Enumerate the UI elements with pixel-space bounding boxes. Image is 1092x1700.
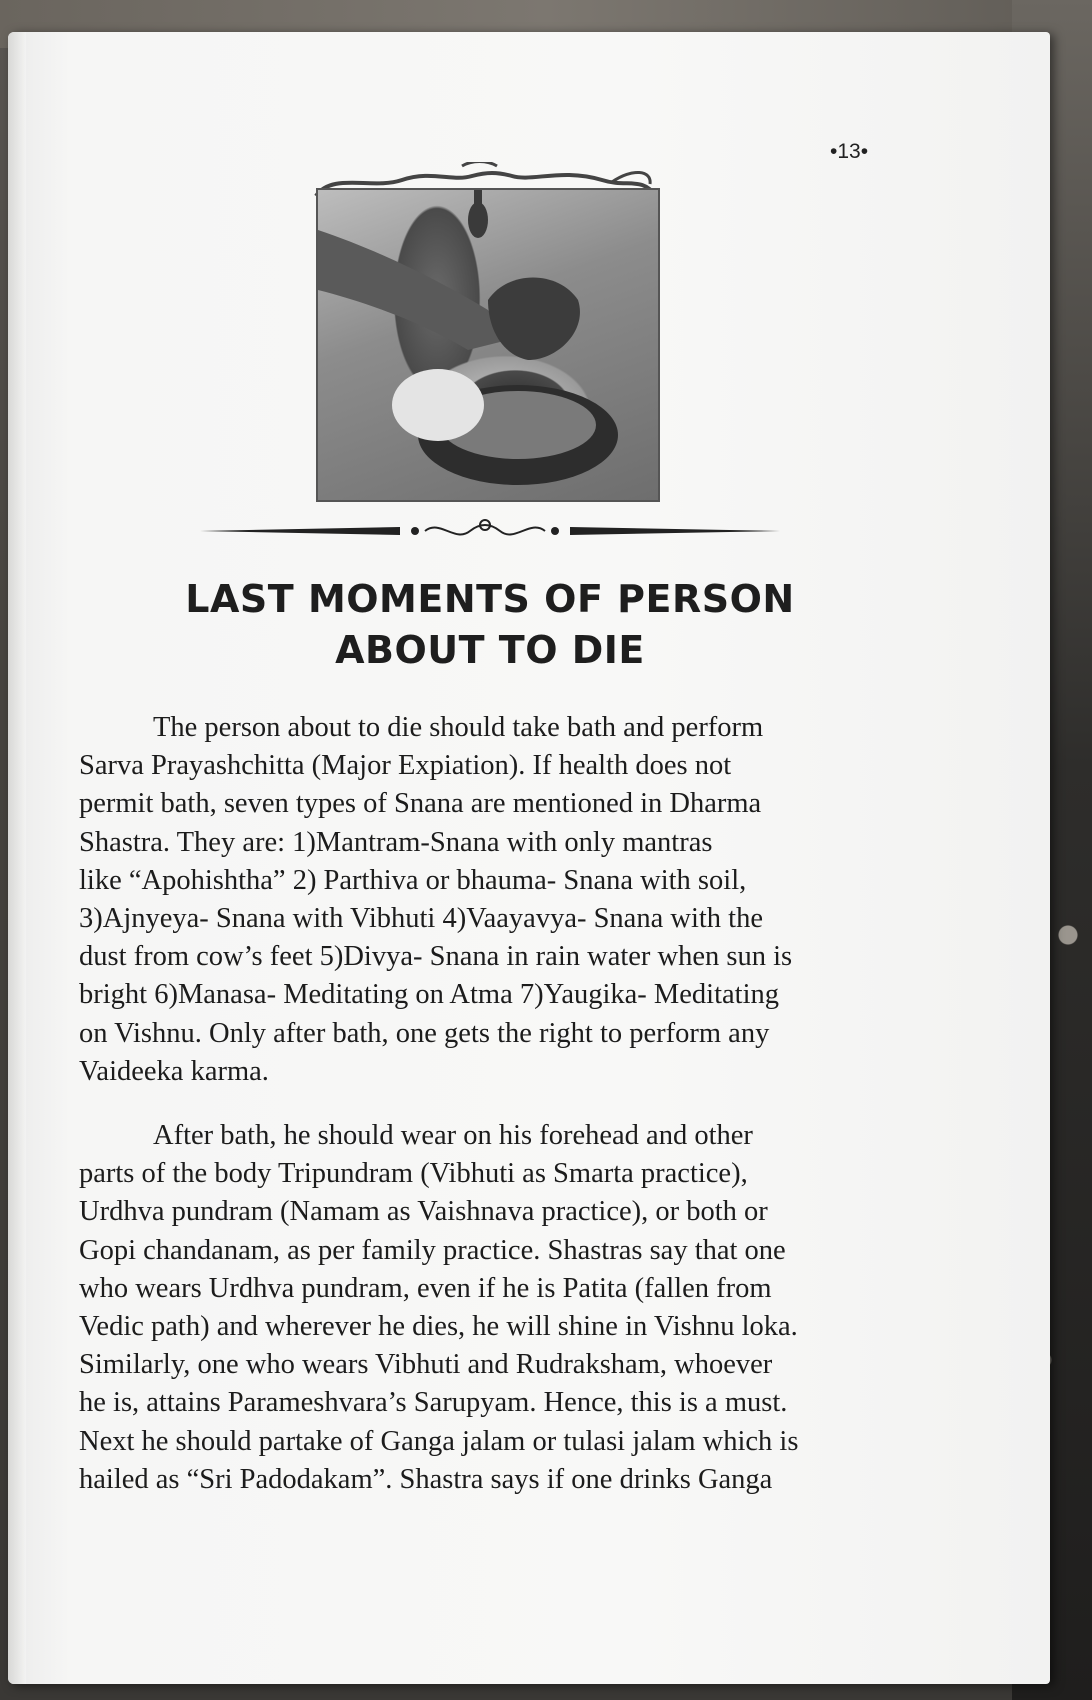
text-line: like “Apohishtha” 2) Parthiva or bhauma- Snana with soil, — [79, 864, 747, 896]
text-line: who wears Urdhva pundram, even if he is Patita (fallen from — [79, 1272, 772, 1304]
text-line: Similarly, one who wears Vibhuti and Rudraksham, whoever — [79, 1349, 773, 1381]
text-line: bright 6)Manasa- Meditating on Atma 7)Yaugika- Meditating — [79, 979, 779, 1011]
text-line: dust from cow’s feet 5)Divya- Snana in rain water when sun is — [79, 941, 793, 973]
page-edge — [8, 32, 26, 1684]
offering-photo — [316, 188, 660, 502]
text-line: he is, attains Parameshvara’s Sarupyam. Hence, this is a must. — [79, 1387, 788, 1419]
text-line: Urdhva pundram (Namam as Vaishnava practice), or both or — [79, 1196, 768, 1228]
page-number: •13• — [830, 140, 869, 163]
text-line: The person about to die should take bath and perform — [153, 712, 764, 743]
text-line: Next he should partake of Ganga jalam or tulasi jalam which is — [79, 1425, 799, 1457]
photo-detail — [318, 190, 658, 500]
paragraph-2 — [79, 1117, 909, 1499]
text-line: hailed as “Sri Padodakam”. Shastra says if one drinks Ganga — [79, 1463, 773, 1495]
text-line: Shastra. They are: 1)Mantram-Snana with only mantras — [79, 826, 713, 858]
text-line: Vaideeka karma. — [79, 1055, 269, 1087]
chapter-title-line-2: ABOUT TO DIE — [335, 628, 645, 672]
text-line: Vedic path) and wherever he dies, he will shine in Vishnu loka. — [79, 1311, 798, 1343]
paragraph-1 — [79, 709, 909, 1091]
ornamental-divider — [200, 515, 780, 545]
text-line: 3)Ajnyeya- Snana with Vibhuti 4)Vaayavya- Snana with the — [79, 903, 763, 935]
text-line: Gopi chandanam, as per family practice. Shastras say that one — [79, 1234, 786, 1266]
text-line: After bath, he should wear on his forehead and other — [153, 1120, 753, 1151]
text-line: Sarva Prayashchitta (Major Expiation). If health does not — [79, 750, 732, 782]
illustration-frame — [312, 162, 660, 502]
text-line: on Vishnu. Only after bath, one gets the right to perform any — [79, 1017, 770, 1049]
text-line: parts of the body Tripundram (Vibhuti as Smarta practice), — [79, 1158, 748, 1190]
chapter-title-line-1: LAST MOMENTS OF PERSON — [185, 577, 795, 621]
text-line: permit bath, seven types of Snana are mentioned in Dharma — [79, 788, 762, 820]
